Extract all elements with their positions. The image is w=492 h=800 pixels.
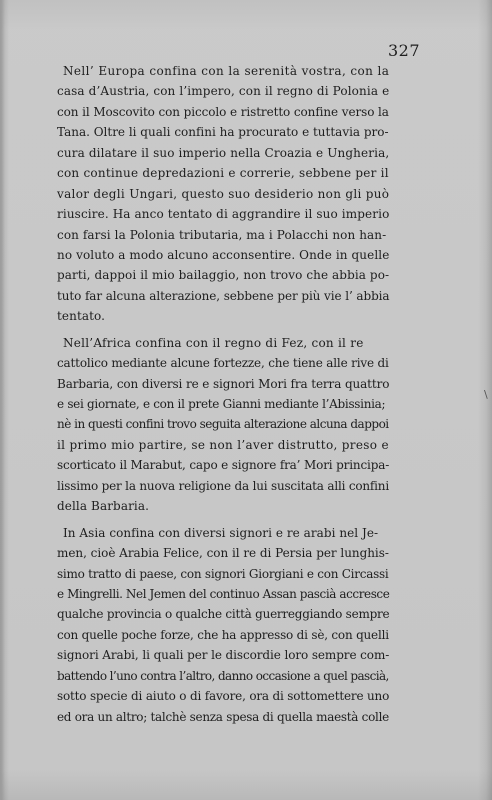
text-line: nè in questi confini trovo seguita alterazione alcuna dappoi [57,417,389,432]
text-line: il primo mio partire, se non l’aver distrutto, preso e [57,437,389,452]
text-line: simo tratto di paese, con signori Giorgiani e con Circassi [57,566,389,581]
text-line: con continue depredazioni e correrie, sebbene per il [57,166,389,181]
text-line: men, cioè Arabia Felice, con il re di Persia per lunghis- [57,546,389,561]
body-text [57,61,390,727]
paragraph-europe [57,61,390,327]
text-line: con farsi la Polonia tributaria, ma i Polacchi non han- [57,227,387,242]
text-line: sotto specie di aiuto o di favore, ora di sottomettere uno [57,689,390,704]
text-line: Barbaria, con diversi re e signori Mori fra terra quattro [57,376,390,391]
text-line: casa d’Austria, con l’impero, con il regno di Polonia e [57,84,390,99]
paragraph-asia [57,523,390,727]
text-line: parti, dappoi il mio bailaggio, non trovo che abbia po- [57,268,390,283]
text-line: lissimo per la nuova religione da lui suscitata alli confini [57,478,389,493]
page-number: 327 [387,41,420,60]
text-line: cura dilatare il suo imperio nella Croazia e Ungheria, [57,145,390,160]
page-gutter-shadow [0,0,5,800]
text-line: Tana. Oltre li quali confini ha procurato e tuttavia pro- [57,125,389,140]
text-line: In Asia confina con diversi signori e re arabi nel Je- [63,525,379,540]
text-line: e sei giornate, e con il prete Gianni mediante l’Abissinia; [57,397,386,411]
paragraph-africa [57,333,390,517]
text-line: signori Arabi, li quali per le discordie loro sempre com- [57,648,390,663]
text-line: e Mingrelli. Nel Jemen del continuo Assan pascià accresce [57,586,390,601]
text-line: no voluto a modo alcuno acconsentire. Onde in quelle [57,247,390,262]
text-line: battendo l’uno contra l’altro, danno occasione a quel pascià, [57,668,389,683]
text-line: con il Moscovito con piccolo e ristretto confine verso la [57,104,389,119]
text-line: Nell’Africa confina con il regno di Fez, con il re [63,335,364,350]
text-line: scorticato il Marabut, capo e signore fra’ Mori principa- [57,458,390,473]
text-line: qualche provincia o qualche città guerreggiando sempre [57,607,390,622]
text-line: riuscire. Ha anco tentato di aggrandire il suo imperio [57,207,390,222]
text-line: della Barbaria. [57,499,150,514]
text-line: tuto far alcuna alterazione, sebbene per più vie l’ abbia [57,288,390,303]
text-line: Nell’ Europa confina con la serenità vostra, con la [63,64,390,78]
margin-mark: \ [484,388,488,401]
text-line: tentato. [57,309,106,324]
text-line: cattolico mediante alcune fortezze, che tiene alle rive di [57,356,389,371]
text-line: ed ora un altro; talchè senza spesa di quella maestà colle [57,709,389,724]
text-line: con quelle poche forze, che ha appresso di sè, con quelli [57,627,389,642]
text-line: valor degli Ungari, questo suo desiderio non gli può [57,186,390,201]
